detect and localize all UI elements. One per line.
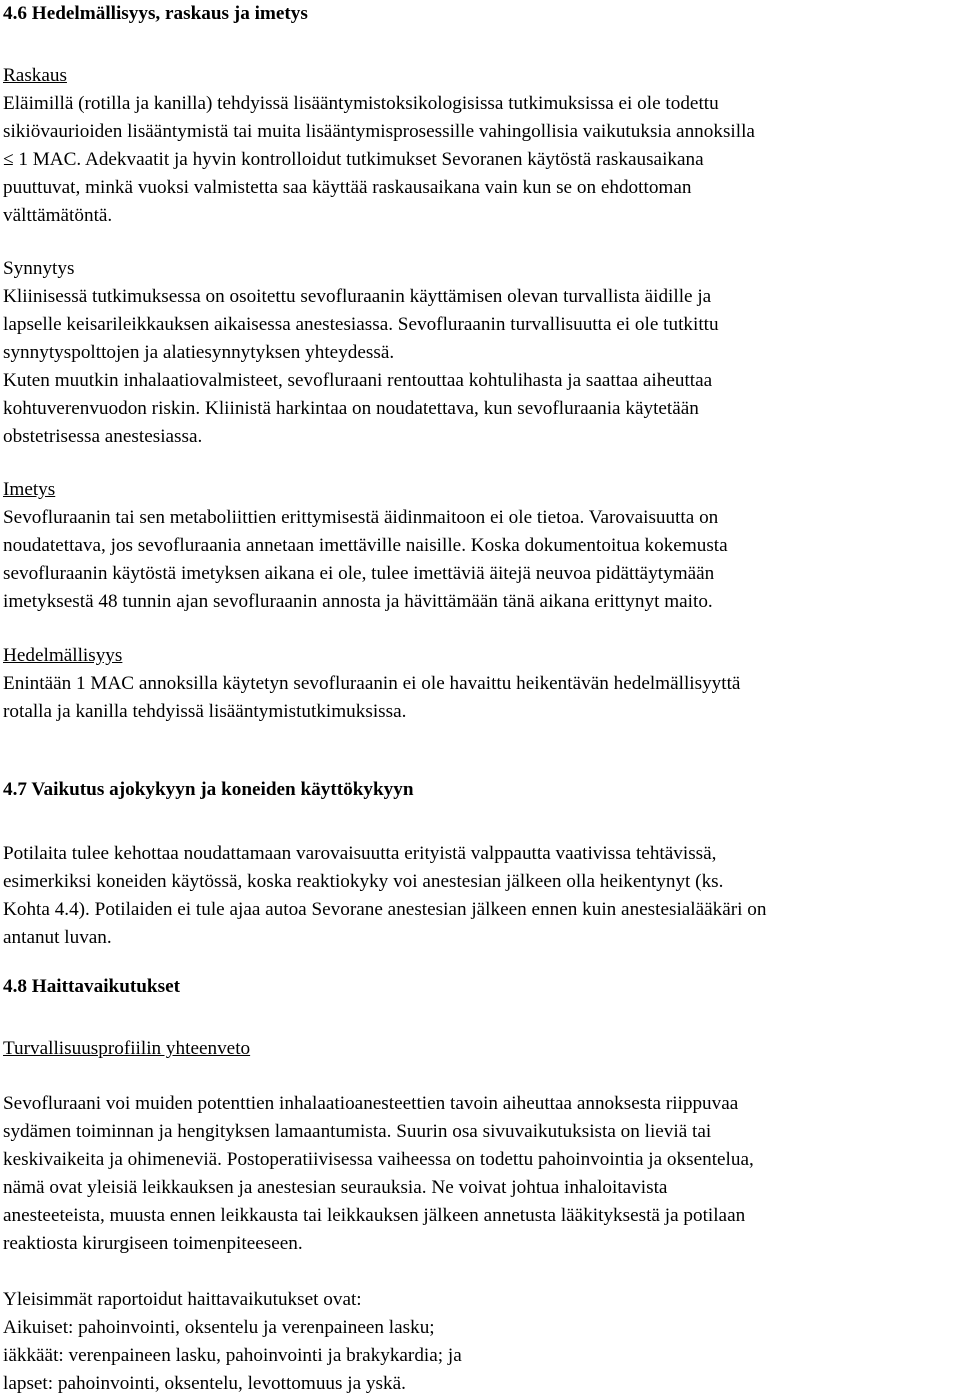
- paragraph-line: noudatettava, jos sevofluraania annetaan imettäville naisille. Koska dokumentoitua kokemusta: [3, 535, 728, 556]
- subsection-title: Turvallisuusprofiilin yhteenveto: [3, 1038, 251, 1059]
- section-4-6: [3, 0, 957, 28]
- lactation-subsection: [3, 476, 957, 616]
- subsection-title: Synnytys: [3, 258, 75, 279]
- paragraph-line: sevofluraanin käytöstä imetyksen aikana ei ole, tulee imettäviä äitejä neuvoa pidättäytymään: [3, 563, 715, 584]
- pregnancy-subsection: [3, 62, 957, 230]
- paragraph-line: Kliinisessä tutkimuksessa on osoitettu sevofluraanin käyttämisen olevan turvallista äidille ja: [3, 286, 712, 307]
- paragraph-line: nämä ovat yleisiä leikkauksen ja anestesian seurauksia. Ne voivat johtua inhaloitavista: [3, 1177, 668, 1198]
- paragraph-line: Potilaita tulee kehottaa noudattamaan varovaisuutta erityistä valppautta vaativissa tehtävissä,: [3, 843, 717, 864]
- paragraph-line: Sevofluraanin tai sen metaboliittien erittymisestä äidinmaitoon ei ole tietoa. Varovaisuutta on: [3, 507, 719, 528]
- section-4-8: [3, 973, 957, 1001]
- paragraph-line: rotalla ja kanilla tehdyissä lisääntymistutkimuksissa.: [3, 701, 407, 722]
- paragraph-line: anesteeteista, muusta ennen leikkausta tai leikkauksen jälkeen annetusta lääkityksestä ja potilaan: [3, 1205, 746, 1226]
- section-heading: 4.6 Hedelmällisyys, raskaus ja imetys: [3, 3, 308, 24]
- safety-summary-paragraph: [3, 1090, 957, 1258]
- paragraph-line: reaktiosta kirurgiseen toimenpiteeseen.: [3, 1233, 303, 1254]
- paragraph-line: sydämen toiminnan ja hengityksen lamaantumista. Suurin osa sivuvaikutuksista on lieviä tai: [3, 1121, 712, 1142]
- fertility-subsection: [3, 642, 957, 726]
- subsection-title: Raskaus: [3, 65, 67, 86]
- labour-subsection: [3, 255, 957, 451]
- paragraph-line: välttämätöntä.: [3, 205, 113, 226]
- paragraph-line: Yleisimmät raportoidut haittavaikutukset ovat:: [3, 1289, 362, 1310]
- section-heading: 4.7 Vaikutus ajokykyyn ja koneiden käyttökykyyn: [3, 779, 414, 800]
- driving-paragraph: [3, 840, 957, 952]
- paragraph-line: puuttuvat, minkä vuoksi valmistetta saa käyttää raskausaikana vain kun se on ehdottoman: [3, 177, 692, 198]
- paragraph-line: obstetrisessa anestesiassa.: [3, 426, 203, 447]
- paragraph-line: synnytyspolttojen ja alatiesynnytyksen yhteydessä.: [3, 342, 395, 363]
- paragraph-line: Kuten muutkin inhalaatiovalmisteet, sevofluraani rentouttaa kohtulihasta ja saattaa aiheuttaa: [3, 370, 713, 391]
- paragraph-line: Aikuiset: pahoinvointi, oksentelu ja verenpaineen lasku;: [3, 1317, 435, 1338]
- common-adverse-effects: [3, 1286, 957, 1398]
- paragraph-line: sikiövaurioiden lisääntymistä tai muita lisääntymisprosessille vahingollisia vaikutuksia annoksilla: [3, 121, 755, 142]
- paragraph-line: antanut luvan.: [3, 927, 112, 948]
- paragraph-line: lapselle keisarileikkauksen aikaisessa anestesiassa. Sevofluraanin turvallisuutta ei ole tutkittu: [3, 314, 719, 335]
- paragraph-line: esimerkiksi koneiden käytössä, koska reaktiokyky voi anestesian jälkeen olla heikentynyt (ks.: [3, 871, 724, 892]
- section-4-7: [3, 776, 957, 804]
- section-heading: 4.8 Haittavaikutukset: [3, 976, 180, 997]
- paragraph-line: keskivaikeita ja ohimeneviä. Postoperatiivisessa vaiheessa on todettu pahoinvointia ja oksentelua,: [3, 1149, 754, 1170]
- subsection-title: Hedelmällisyys: [3, 645, 123, 666]
- paragraph-line: Kohta 4.4). Potilaiden ei tule ajaa autoa Sevorane anestesian jälkeen ennen kuin anestesialääkäri on: [3, 899, 767, 920]
- paragraph-line: ≤ 1 MAC. Adekvaatit ja hyvin kontrolloidut tutkimukset Sevoranen käytöstä raskausaikana: [3, 149, 704, 170]
- paragraph-line: Enintään 1 MAC annoksilla käytetyn sevofluraanin ei ole havaittu heikentävän hedelmällisyyttä: [3, 673, 741, 694]
- paragraph-line: lapset: pahoinvointi, oksentelu, levottomuus ja yskä.: [3, 1373, 406, 1394]
- paragraph-line: Sevofluraani voi muiden potenttien inhalaatioanesteettien tavoin aiheuttaa annoksesta riippuvaa: [3, 1093, 739, 1114]
- paragraph-line: iäkkäät: verenpaineen lasku, pahoinvointi ja brakykardia; ja: [3, 1345, 462, 1366]
- paragraph-line: kohtuverenvuodon riskin. Kliinistä harkintaa on noudatettava, kun sevofluraania käytetään: [3, 398, 699, 419]
- safety-summary-title-block: [3, 1035, 957, 1063]
- paragraph-line: Eläimillä (rotilla ja kanilla) tehdyissä lisääntymistoksikologisissa tutkimuksissa ei ole todettu: [3, 93, 719, 114]
- paragraph-line: imetyksestä 48 tunnin ajan sevofluraanin annosta ja hävittämään tänä aikana erittynyt maito.: [3, 591, 713, 612]
- subsection-title: Imetys: [3, 479, 56, 500]
